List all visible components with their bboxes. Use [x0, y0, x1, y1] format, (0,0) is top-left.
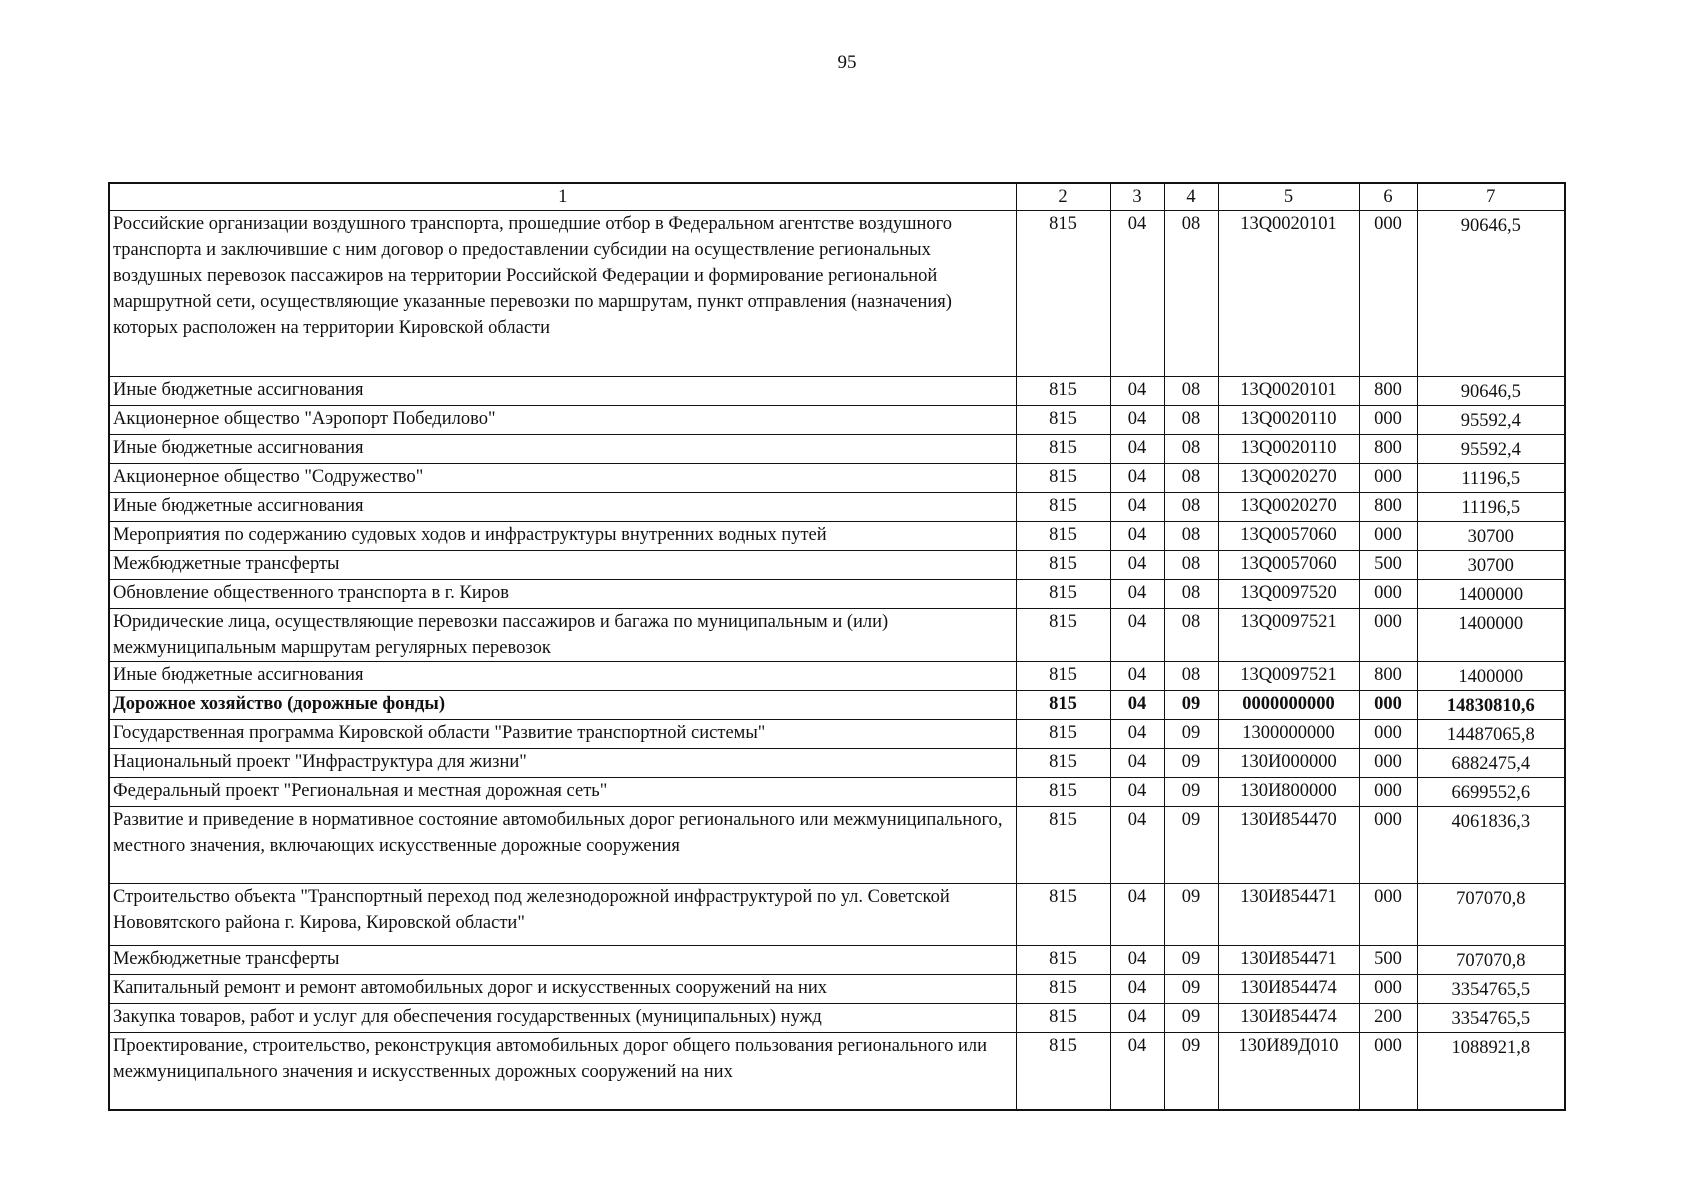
section-code-cell: 04 [1110, 580, 1164, 609]
item-name-cell: Обновление общественного транспорта в г. Киров [109, 580, 1016, 609]
section-code-cell: 04 [1110, 211, 1164, 377]
amount-cell: 6699552,6 [1417, 778, 1565, 807]
item-name-cell: Иные бюджетные ассигнования [109, 435, 1016, 464]
budget-table [108, 182, 1566, 1111]
admin-code-cell: 815 [1016, 580, 1110, 609]
table-row [109, 609, 1565, 662]
section-code-cell: 04 [1110, 720, 1164, 749]
table-row [109, 522, 1565, 551]
col-header-3: 3 [1110, 183, 1164, 211]
admin-code-cell: 815 [1016, 522, 1110, 551]
section-code-cell: 04 [1110, 1004, 1164, 1033]
target-article-cell: 13Q0057060 [1218, 522, 1359, 551]
table-row [109, 662, 1565, 691]
admin-code-cell: 815 [1016, 720, 1110, 749]
item-name-cell: Государственная программа Кировской области "Развитие транспортной системы" [109, 720, 1016, 749]
section-code-cell: 04 [1110, 807, 1164, 884]
admin-code-cell: 815 [1016, 662, 1110, 691]
subsection-code-cell: 09 [1164, 778, 1218, 807]
section-code-cell: 04 [1110, 1033, 1164, 1110]
expense-type-cell: 800 [1359, 493, 1417, 522]
target-article-cell: 13Q0097521 [1218, 662, 1359, 691]
amount-cell: 14830810,6 [1417, 691, 1565, 720]
amount-cell: 90646,5 [1417, 211, 1565, 377]
amount-cell: 14487065,8 [1417, 720, 1565, 749]
item-name-cell: Российские организации воздушного транспорта, прошедшие отбор в Федеральном агентстве воздушного транспорта и заключившие с ним договор о предоставлении субсидии на осуществление региональных воздушных перевозок пассажиров на территории Российской Федерации и формирование региональной маршрутной сети, осуществляющие указанные перевозки по маршрутам, пункт отправления (назначения) которых расположен на территории Кировской области [109, 211, 1016, 377]
expense-type-cell: 800 [1359, 377, 1417, 406]
section-code-cell: 04 [1110, 691, 1164, 720]
table-row [109, 749, 1565, 778]
item-name-cell: Строительство объекта "Транспортный переход под железнодорожной инфраструктурой по ул. Советской Нововятского района г. Кирова, Кировской области" [109, 884, 1016, 946]
section-code-cell: 04 [1110, 609, 1164, 662]
amount-cell: 95592,4 [1417, 406, 1565, 435]
admin-code-cell: 815 [1016, 377, 1110, 406]
target-article-cell: 130И854474 [1218, 975, 1359, 1004]
subsection-code-cell: 08 [1164, 609, 1218, 662]
page-number: 95 [837, 52, 857, 73]
subsection-code-cell: 08 [1164, 211, 1218, 377]
target-article-cell: 13Q0020101 [1218, 377, 1359, 406]
table-row [109, 975, 1565, 1004]
target-article-cell: 13Q0057060 [1218, 551, 1359, 580]
admin-code-cell: 815 [1016, 946, 1110, 975]
expense-type-cell: 000 [1359, 580, 1417, 609]
admin-code-cell: 815 [1016, 807, 1110, 884]
expense-type-cell: 000 [1359, 464, 1417, 493]
target-article-cell: 13Q0020270 [1218, 493, 1359, 522]
table-row [109, 946, 1565, 975]
table-row [109, 691, 1565, 720]
item-name-cell: Дорожное хозяйство (дорожные фонды) [109, 691, 1016, 720]
target-article-cell: 130И854470 [1218, 807, 1359, 884]
table-row [109, 807, 1565, 884]
expense-type-cell: 000 [1359, 807, 1417, 884]
admin-code-cell: 815 [1016, 406, 1110, 435]
target-article-cell: 13Q0020110 [1218, 435, 1359, 464]
subsection-code-cell: 09 [1164, 749, 1218, 778]
section-code-cell: 04 [1110, 975, 1164, 1004]
admin-code-cell: 815 [1016, 975, 1110, 1004]
admin-code-cell: 815 [1016, 1033, 1110, 1110]
subsection-code-cell: 09 [1164, 975, 1218, 1004]
admin-code-cell: 815 [1016, 464, 1110, 493]
expense-type-cell: 000 [1359, 609, 1417, 662]
expense-type-cell: 200 [1359, 1004, 1417, 1033]
admin-code-cell: 815 [1016, 609, 1110, 662]
amount-cell: 30700 [1417, 551, 1565, 580]
section-code-cell: 04 [1110, 778, 1164, 807]
item-name-cell: Капитальный ремонт и ремонт автомобильных дорог и искусственных сооружений на них [109, 975, 1016, 1004]
subsection-code-cell: 08 [1164, 551, 1218, 580]
section-code-cell: 04 [1110, 662, 1164, 691]
amount-cell: 90646,5 [1417, 377, 1565, 406]
item-name-cell: Акционерное общество "Содружество" [109, 464, 1016, 493]
section-code-cell: 04 [1110, 406, 1164, 435]
item-name-cell: Юридические лица, осуществляющие перевозки пассажиров и багажа по муниципальным и (или) межмуниципальным маршрутам регулярных перевозок [109, 609, 1016, 662]
expense-type-cell: 000 [1359, 720, 1417, 749]
amount-cell: 11196,5 [1417, 464, 1565, 493]
target-article-cell: 13Q0020270 [1218, 464, 1359, 493]
table-row [109, 493, 1565, 522]
admin-code-cell: 815 [1016, 551, 1110, 580]
admin-code-cell: 815 [1016, 211, 1110, 377]
subsection-code-cell: 08 [1164, 662, 1218, 691]
target-article-cell: 130И854474 [1218, 1004, 1359, 1033]
amount-cell: 4061836,3 [1417, 807, 1565, 884]
target-article-cell: 1300000000 [1218, 720, 1359, 749]
col-header-2: 2 [1016, 183, 1110, 211]
admin-code-cell: 815 [1016, 493, 1110, 522]
item-name-cell: Закупка товаров, работ и услуг для обеспечения государственных (муниципальных) нужд [109, 1004, 1016, 1033]
item-name-cell: Межбюджетные трансферты [109, 946, 1016, 975]
subsection-code-cell: 09 [1164, 884, 1218, 946]
item-name-cell: Иные бюджетные ассигнования [109, 662, 1016, 691]
section-code-cell: 04 [1110, 522, 1164, 551]
expense-type-cell: 000 [1359, 406, 1417, 435]
table-row [109, 580, 1565, 609]
table-row [109, 1004, 1565, 1033]
expense-type-cell: 000 [1359, 975, 1417, 1004]
col-header-1: 1 [109, 183, 1016, 211]
admin-code-cell: 815 [1016, 884, 1110, 946]
expense-type-cell: 800 [1359, 662, 1417, 691]
table-row [109, 720, 1565, 749]
item-name-cell: Иные бюджетные ассигнования [109, 493, 1016, 522]
admin-code-cell: 815 [1016, 778, 1110, 807]
expense-type-cell: 000 [1359, 778, 1417, 807]
subsection-code-cell: 08 [1164, 377, 1218, 406]
amount-cell: 30700 [1417, 522, 1565, 551]
expense-type-cell: 000 [1359, 749, 1417, 778]
subsection-code-cell: 08 [1164, 522, 1218, 551]
subsection-code-cell: 08 [1164, 406, 1218, 435]
item-name-cell: Проектирование, строительство, реконструкция автомобильных дорог общего пользования регионального или межмуниципального значения и искусственных дорожных сооружений на них [109, 1033, 1016, 1110]
target-article-cell: 130И89Д010 [1218, 1033, 1359, 1110]
target-article-cell: 130И854471 [1218, 884, 1359, 946]
item-name-cell: Межбюджетные трансферты [109, 551, 1016, 580]
admin-code-cell: 815 [1016, 691, 1110, 720]
amount-cell: 6882475,4 [1417, 749, 1565, 778]
subsection-code-cell: 09 [1164, 946, 1218, 975]
table-row [109, 778, 1565, 807]
section-code-cell: 04 [1110, 749, 1164, 778]
target-article-cell: 13Q0020110 [1218, 406, 1359, 435]
amount-cell: 3354765,5 [1417, 975, 1565, 1004]
subsection-code-cell: 09 [1164, 1033, 1218, 1110]
subsection-code-cell: 08 [1164, 464, 1218, 493]
table-row [109, 551, 1565, 580]
section-code-cell: 04 [1110, 884, 1164, 946]
col-header-4: 4 [1164, 183, 1218, 211]
col-header-6: 6 [1359, 183, 1417, 211]
amount-cell: 1400000 [1417, 580, 1565, 609]
item-name-cell: Акционерное общество "Аэропорт Победилово" [109, 406, 1016, 435]
expense-type-cell: 000 [1359, 522, 1417, 551]
target-article-cell: 13Q0020101 [1218, 211, 1359, 377]
section-code-cell: 04 [1110, 551, 1164, 580]
expense-type-cell: 000 [1359, 884, 1417, 946]
amount-cell: 707070,8 [1417, 884, 1565, 946]
table-row [109, 377, 1565, 406]
admin-code-cell: 815 [1016, 1004, 1110, 1033]
subsection-code-cell: 08 [1164, 435, 1218, 464]
amount-cell: 1400000 [1417, 609, 1565, 662]
section-code-cell: 04 [1110, 493, 1164, 522]
item-name-cell: Иные бюджетные ассигнования [109, 377, 1016, 406]
table-row [109, 884, 1565, 946]
expense-type-cell: 800 [1359, 435, 1417, 464]
target-article-cell: 0000000000 [1218, 691, 1359, 720]
amount-cell: 707070,8 [1417, 946, 1565, 975]
section-code-cell: 04 [1110, 946, 1164, 975]
subsection-code-cell: 09 [1164, 807, 1218, 884]
section-code-cell: 04 [1110, 377, 1164, 406]
expense-type-cell: 500 [1359, 946, 1417, 975]
col-header-5: 5 [1218, 183, 1359, 211]
amount-cell: 3354765,5 [1417, 1004, 1565, 1033]
target-article-cell: 130И854471 [1218, 946, 1359, 975]
col-header-7: 7 [1417, 183, 1565, 211]
item-name-cell: Федеральный проект "Региональная и местная дорожная сеть" [109, 778, 1016, 807]
table-row [109, 435, 1565, 464]
expense-type-cell: 000 [1359, 691, 1417, 720]
target-article-cell: 13Q0097521 [1218, 609, 1359, 662]
expense-type-cell: 500 [1359, 551, 1417, 580]
target-article-cell: 130И000000 [1218, 749, 1359, 778]
subsection-code-cell: 09 [1164, 1004, 1218, 1033]
header-row [109, 183, 1565, 211]
admin-code-cell: 815 [1016, 749, 1110, 778]
item-name-cell: Развитие и приведение в нормативное состояние автомобильных дорог регионального или межмуниципального, местного значения, включающих искусственные дорожные сооружения [109, 807, 1016, 884]
amount-cell: 11196,5 [1417, 493, 1565, 522]
item-name-cell: Национальный проект "Инфраструктура для жизни" [109, 749, 1016, 778]
subsection-code-cell: 09 [1164, 691, 1218, 720]
amount-cell: 1400000 [1417, 662, 1565, 691]
table-body [109, 211, 1565, 1110]
subsection-code-cell: 08 [1164, 580, 1218, 609]
amount-cell: 95592,4 [1417, 435, 1565, 464]
table-row [109, 1033, 1565, 1110]
table-row [109, 464, 1565, 493]
subsection-code-cell: 08 [1164, 493, 1218, 522]
table-row [109, 211, 1565, 377]
amount-cell: 1088921,8 [1417, 1033, 1565, 1110]
expense-type-cell: 000 [1359, 1033, 1417, 1110]
target-article-cell: 130И800000 [1218, 778, 1359, 807]
subsection-code-cell: 09 [1164, 720, 1218, 749]
table-row [109, 406, 1565, 435]
expense-type-cell: 000 [1359, 211, 1417, 377]
admin-code-cell: 815 [1016, 435, 1110, 464]
section-code-cell: 04 [1110, 435, 1164, 464]
target-article-cell: 13Q0097520 [1218, 580, 1359, 609]
section-code-cell: 04 [1110, 464, 1164, 493]
item-name-cell: Мероприятия по содержанию судовых ходов и инфраструктуры внутренних водных путей [109, 522, 1016, 551]
